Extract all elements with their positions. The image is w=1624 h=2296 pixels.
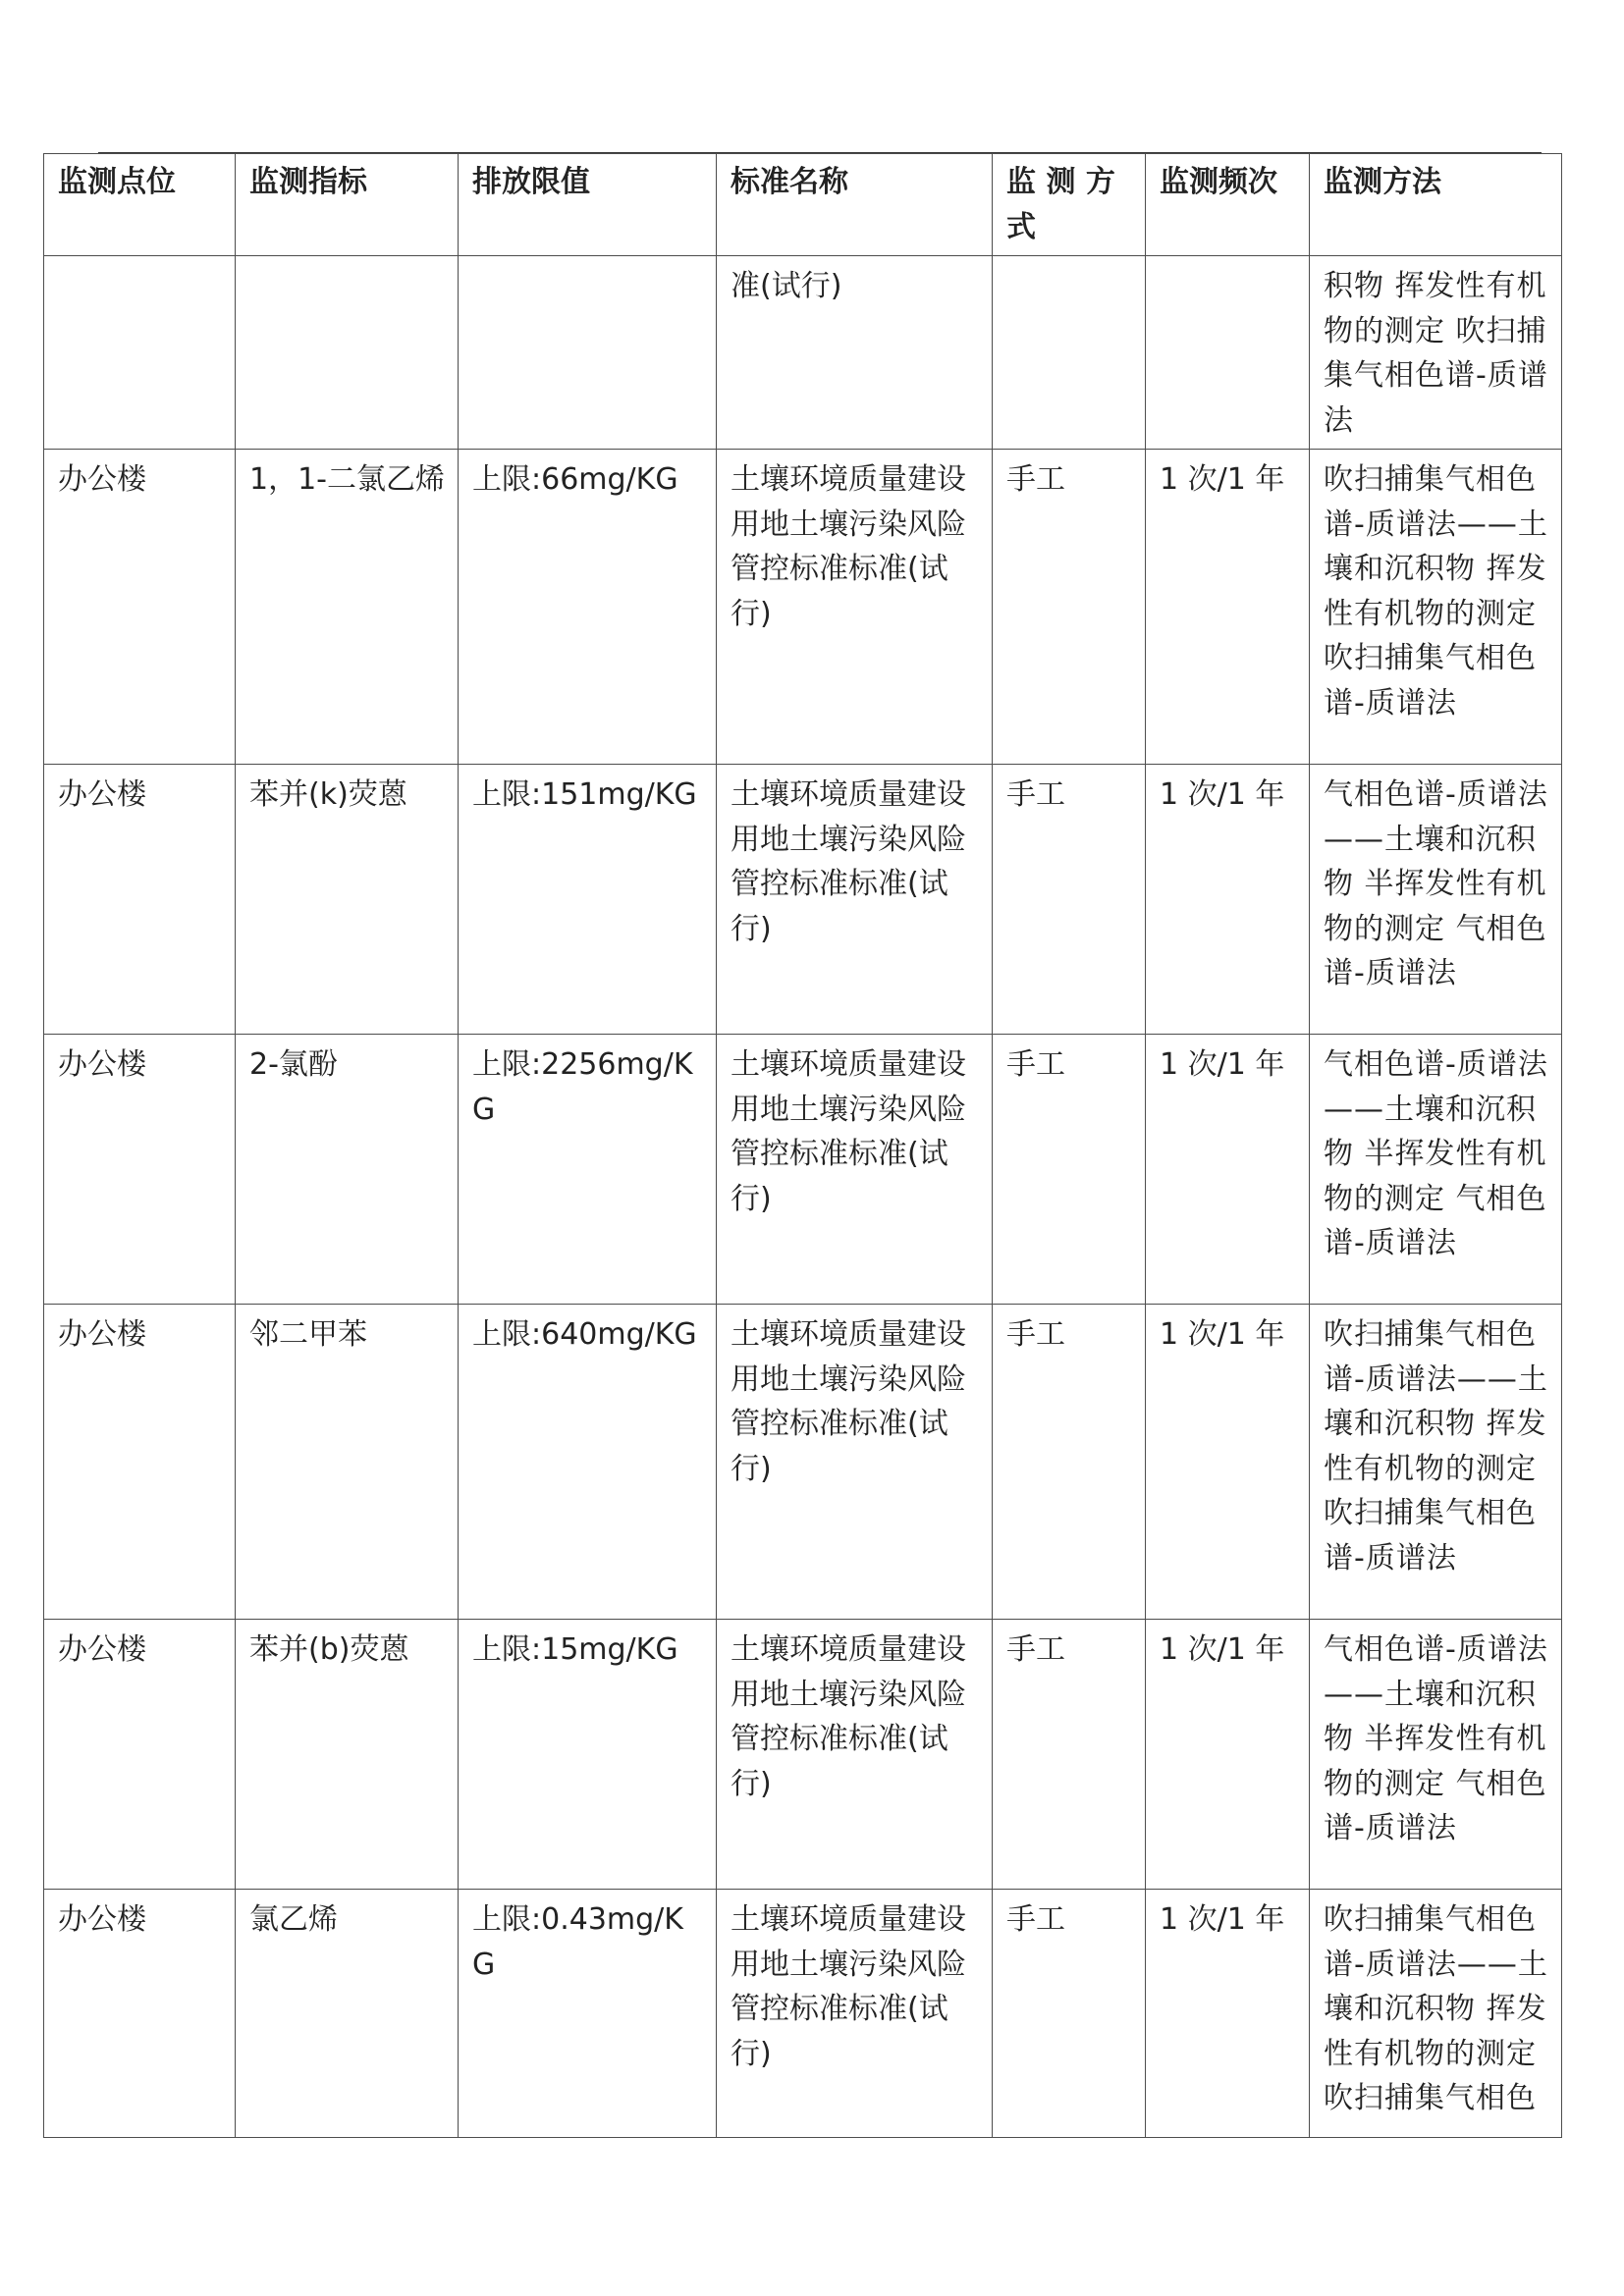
cell-method: 吹扫捕集气相色谱-质谱法——土壤和沉积物 挥发性有机物的测定 吹扫捕集气相色谱-质谱法 [1310, 450, 1562, 765]
cell-indicator: 苯并(b)荧蒽 [236, 1620, 459, 1890]
table-row [44, 1035, 1562, 1305]
cell-method: 积物 挥发性有机物的测定 吹扫捕集气相色谱-质谱法 [1310, 256, 1562, 450]
cell-standard: 准(试行) [717, 256, 993, 450]
cell-standard: 土壤环境质量建设用地土壤污染风险管控标准标准(试行) [717, 1035, 993, 1305]
cell-point [44, 256, 236, 450]
cell-point: 办公楼 [44, 765, 236, 1035]
table-header-row [44, 154, 1562, 256]
cell-frequency [1146, 256, 1310, 450]
cell-standard: 土壤环境质量建设用地土壤污染风险管控标准标准(试行) [717, 450, 993, 765]
cell-frequency: 1 次/1 年 [1146, 1305, 1310, 1620]
cell-indicator: 氯乙烯 [236, 1890, 459, 2138]
cell-limit: 上限:66mg/KG [459, 450, 717, 765]
table-row-continuation [44, 256, 1562, 450]
cell-point: 办公楼 [44, 1305, 236, 1620]
cell-point: 办公楼 [44, 1620, 236, 1890]
monitoring-table [43, 153, 1562, 2138]
cell-mode: 手工 [993, 1035, 1146, 1305]
header-standard: 标准名称 [717, 154, 993, 256]
header-indicator: 监测指标 [236, 154, 459, 256]
cell-mode: 手工 [993, 1305, 1146, 1620]
table-row [44, 450, 1562, 765]
cell-limit: 上限:0.43mg/KG [459, 1890, 717, 2138]
cell-method: 气相色谱-质谱法——土壤和沉积物 半挥发性有机物的测定 气相色谱-质谱法 [1310, 1035, 1562, 1305]
cell-limit: 上限:15mg/KG [459, 1620, 717, 1890]
cell-frequency: 1 次/1 年 [1146, 1890, 1310, 2138]
cell-mode [993, 256, 1146, 450]
cell-indicator: 2-氯酚 [236, 1035, 459, 1305]
cell-indicator [236, 256, 459, 450]
cell-point: 办公楼 [44, 1890, 236, 2138]
cell-mode: 手工 [993, 450, 1146, 765]
cell-limit: 上限:640mg/KG [459, 1305, 717, 1620]
cell-standard: 土壤环境质量建设用地土壤污染风险管控标准标准(试行) [717, 765, 993, 1035]
cell-method: 吹扫捕集气相色谱-质谱法——土壤和沉积物 挥发性有机物的测定 吹扫捕集气相色 [1310, 1890, 1562, 2138]
cell-method: 气相色谱-质谱法——土壤和沉积物 半挥发性有机物的测定 气相色谱-质谱法 [1310, 765, 1562, 1035]
table-row [44, 765, 1562, 1035]
cell-mode: 手工 [993, 1890, 1146, 2138]
cell-frequency: 1 次/1 年 [1146, 765, 1310, 1035]
cell-frequency: 1 次/1 年 [1146, 450, 1310, 765]
cell-indicator: 苯并(k)荧蒽 [236, 765, 459, 1035]
cell-method: 吹扫捕集气相色谱-质谱法——土壤和沉积物 挥发性有机物的测定 吹扫捕集气相色谱-质谱法 [1310, 1305, 1562, 1620]
cell-indicator: 1，1-二氯乙烯 [236, 450, 459, 765]
table-row [44, 1890, 1562, 2138]
cell-frequency: 1 次/1 年 [1146, 1620, 1310, 1890]
cell-point: 办公楼 [44, 1035, 236, 1305]
cell-limit: 上限:151mg/KG [459, 765, 717, 1035]
header-method: 监测方法 [1310, 154, 1562, 256]
cell-standard: 土壤环境质量建设用地土壤污染风险管控标准标准(试行) [717, 1620, 993, 1890]
table-row [44, 1305, 1562, 1620]
cell-point: 办公楼 [44, 450, 236, 765]
cell-frequency: 1 次/1 年 [1146, 1035, 1310, 1305]
cell-standard: 土壤环境质量建设用地土壤污染风险管控标准标准(试行) [717, 1305, 993, 1620]
header-mode: 监 测 方 式 [993, 154, 1146, 256]
cell-limit [459, 256, 717, 450]
header-frequency: 监测频次 [1146, 154, 1310, 256]
cell-mode: 手工 [993, 1620, 1146, 1890]
table-row [44, 1620, 1562, 1890]
cell-limit: 上限:2256mg/KG [459, 1035, 717, 1305]
cell-mode: 手工 [993, 765, 1146, 1035]
header-point: 监测点位 [44, 154, 236, 256]
header-limit: 排放限值 [459, 154, 717, 256]
cell-standard: 土壤环境质量建设用地土壤污染风险管控标准标准(试行) [717, 1890, 993, 2138]
cell-indicator: 邻二甲苯 [236, 1305, 459, 1620]
cell-method: 气相色谱-质谱法——土壤和沉积物 半挥发性有机物的测定 气相色谱-质谱法 [1310, 1620, 1562, 1890]
